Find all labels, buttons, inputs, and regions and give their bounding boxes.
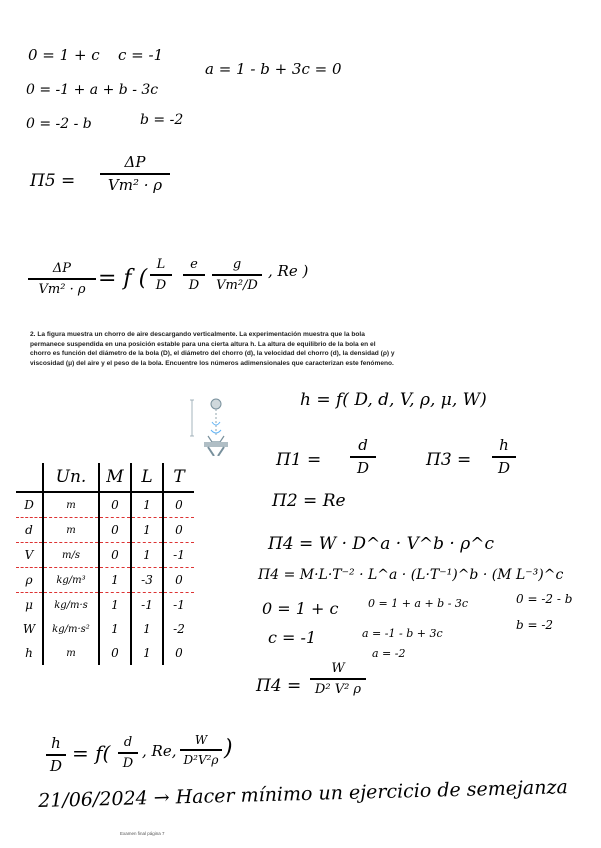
table-cell: 0: [99, 543, 131, 568]
table-cell: 1: [131, 492, 163, 518]
relation-eq: = f (: [98, 266, 148, 291]
table-header: M: [99, 463, 131, 492]
table-cell: 0: [99, 641, 131, 665]
table-row: [16, 641, 194, 665]
table-cell: 1: [99, 568, 131, 593]
table-cell: D: [16, 492, 43, 518]
bottom-note: 21/06/2024 → Hacer mínimo un ejercicio de semejanza: [37, 776, 569, 812]
table-header-row: [16, 463, 194, 492]
table-cell: 1: [131, 617, 163, 641]
pi1-fraction: [350, 438, 376, 476]
term-den: Vm²/D: [216, 278, 258, 293]
table-cell: 0: [99, 492, 131, 518]
term-num: e: [190, 257, 198, 272]
final-term-a: [118, 736, 138, 770]
pi3-den: D: [497, 459, 511, 477]
fraction-bar: [492, 456, 516, 458]
system-mid-1: 0 = 1 + a + b - 3c: [368, 597, 469, 610]
relation-last: , Re ): [268, 262, 309, 280]
jet-ball-figure: [186, 392, 242, 456]
table-cell: kg/m·s: [43, 593, 99, 618]
table-cell: W: [16, 617, 43, 641]
equation-line: b = -2: [140, 112, 184, 128]
table-cell: 0: [175, 523, 183, 537]
fraction-bar: [350, 456, 376, 458]
term-num: d: [123, 735, 133, 750]
final-lhs-den: D: [49, 757, 63, 775]
fraction-bar: [183, 274, 205, 276]
table-cell: -2: [173, 622, 185, 636]
h-function: h = f( D, d, V, ρ, μ, W): [300, 390, 487, 410]
table-header: T: [163, 463, 194, 492]
relation-lhs-num: ΔP: [52, 261, 72, 276]
fraction-bar: [180, 749, 222, 751]
relation-lhs: [28, 262, 96, 296]
table-cell: h: [16, 641, 43, 665]
term-den: D: [155, 278, 167, 293]
final-lhs-num: h: [51, 734, 61, 752]
final-close: ): [224, 736, 233, 761]
equation-line: c = -1: [118, 46, 164, 64]
relation-term-3: [212, 258, 262, 292]
system-mid-3: a = -2: [372, 647, 406, 660]
table-cell: kg/m·s²: [43, 617, 99, 641]
fraction-bar: [46, 754, 66, 756]
table-cell: -3: [131, 568, 163, 593]
pi5-fraction: [100, 155, 170, 193]
table-cell: 1: [99, 593, 131, 618]
table-row: [16, 543, 194, 568]
table-cell: 0: [163, 568, 194, 593]
table-cell: 0: [99, 518, 131, 543]
table-cell: 1: [131, 641, 163, 665]
dimension-table: [16, 463, 194, 665]
final-lhs: [46, 736, 66, 774]
fraction-bar: [150, 274, 172, 276]
table-cell: 0: [163, 492, 194, 518]
table-cell: -1: [131, 593, 163, 618]
term-num: g: [232, 257, 242, 272]
table-row: [16, 518, 194, 543]
system-right-2: b = -2: [516, 618, 554, 632]
pi4-result-label: Π4 =: [256, 676, 302, 696]
system-mid-2: a = -1 - b + 3c: [362, 627, 443, 640]
pi2-line: Π2 = Re: [272, 491, 346, 511]
table-row: [16, 492, 194, 518]
term-den: D: [188, 278, 200, 293]
equation-line: a = 1 - b + 3c = 0: [205, 60, 342, 78]
system-left-2: c = -1: [268, 628, 317, 647]
final-eq: = f(: [72, 741, 111, 765]
pi4-definition: Π4 = W · D^a · V^b · ρ^c: [268, 534, 494, 554]
table-cell: m: [43, 518, 99, 543]
table-cell: m/s: [43, 543, 99, 568]
relation-term-2: [183, 258, 205, 292]
system-right-1: 0 = -2 - b: [516, 592, 573, 606]
relation-term-1: [150, 258, 172, 292]
term-den: D: [122, 756, 134, 771]
term-num: L: [156, 257, 166, 272]
pi4-den: D² V² ρ: [314, 682, 362, 697]
table-cell: μ: [16, 593, 43, 618]
equation-line: 0 = -1 + a + b - 3c: [26, 82, 159, 98]
pi4-dimensions: Π4 = M·L·T⁻² · L^a · (L·T⁻¹)^b · (M L⁻³)^c: [258, 567, 564, 583]
equation-line: 0 = 1 + c: [28, 46, 100, 64]
term-den: D²V²ρ: [183, 753, 219, 767]
table-cell: 1: [131, 518, 163, 543]
pi1-num: d: [358, 436, 368, 454]
equation-line: 0 = -2 - b: [26, 116, 92, 132]
term-num: W: [194, 733, 208, 747]
table-cell: ρ: [16, 568, 43, 593]
fraction-bar: [212, 274, 262, 276]
pi4-result-fraction: [310, 662, 366, 696]
table-cell: kg/m³: [43, 568, 99, 593]
pi3-fraction: [492, 438, 516, 476]
pi1-label: Π1 =: [276, 450, 322, 470]
fraction-bar: [28, 278, 96, 280]
table-header: L: [131, 463, 163, 492]
table-cell: d: [16, 518, 43, 543]
relation-lhs-den: Vm² · ρ: [38, 282, 86, 297]
final-term-b: [180, 734, 222, 766]
system-left-1: 0 = 1 + c: [262, 599, 339, 618]
table-cell: 1: [99, 617, 131, 641]
table-cell: m: [43, 641, 99, 665]
table-row: [16, 593, 194, 618]
table-header: [16, 463, 43, 492]
table-row: [16, 568, 194, 593]
final-mid: , Re,: [142, 742, 177, 760]
table-cell: m: [43, 492, 99, 518]
fraction-bar: [100, 173, 170, 175]
pi3-label: Π3 =: [426, 450, 472, 470]
table-cell: 1: [131, 543, 163, 568]
table-cell: -1: [173, 598, 185, 612]
problem-statement: 2. La figura muestra un chorro de aire descargando verticalmente. La experimentación muestra que la bola permanece suspendida en una posición estable para una cierta altura h. La altura de equilibrio de la bola en el chorro es función del diámetro de la bola (D), el diámetro del chorro (d), la velocidad del chorro (d), la densidad (ρ) y viscosidad (μ) del aire y el peso de la bola. Encuentre los números adimensionales que caracterizan este fenómeno.: [30, 331, 395, 367]
pi3-num: h: [499, 436, 509, 454]
table-cell: -1: [163, 543, 194, 568]
pi1-den: D: [356, 459, 370, 477]
table-cell: V: [16, 543, 43, 568]
fraction-bar: [310, 678, 366, 680]
table-header: Un.: [43, 463, 99, 492]
table-cell: 0: [175, 646, 183, 660]
page-footer: Examen final página 7: [120, 831, 165, 836]
table-row: [16, 617, 194, 641]
fraction-bar: [118, 752, 138, 754]
pi5-denominator: Vm² · ρ: [107, 176, 163, 194]
pi5-numerator: ΔP: [124, 153, 146, 171]
pi5-label: Π5 =: [30, 171, 76, 191]
pi4-num: W: [331, 661, 345, 676]
